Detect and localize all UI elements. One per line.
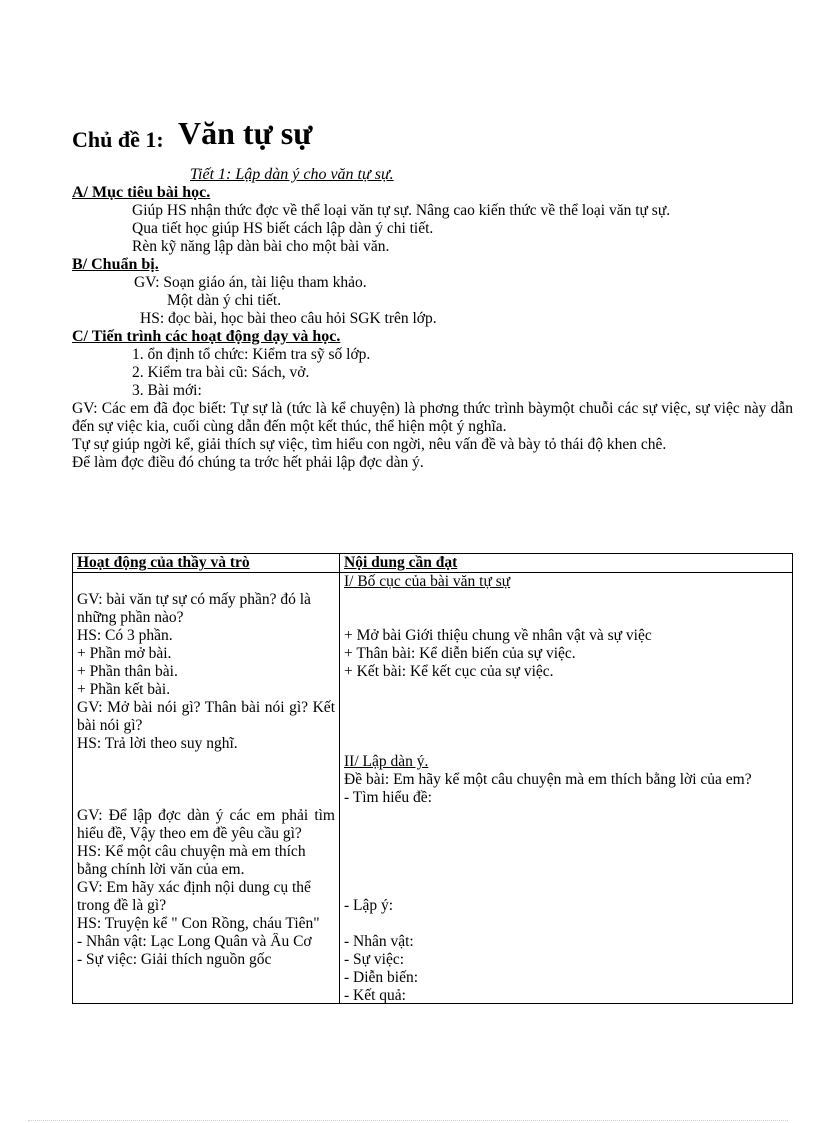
col-left-header: Hoạt động của thầy và trò bbox=[73, 554, 340, 573]
section-b-line: GV: Soạn giáo án, tài liệu tham khảo. bbox=[134, 274, 367, 291]
left-line: GV: Mở bài nói gì? Thân bài nói gì? Kết bài nói gì? bbox=[77, 699, 335, 734]
left-line: GV: Để lập đợc dàn ý các em phải tìm hiểu đề, Vậy theo em đề yêu cầu gì? bbox=[77, 807, 335, 842]
section-c-paragraph: Để làm đợc điều đó chúng ta trớc hết phải lập đợc dàn ý. bbox=[72, 454, 424, 471]
left-line: + Phần kết bài. bbox=[77, 681, 171, 698]
left-cell bbox=[73, 573, 340, 1004]
section-c-step: 1. ổn định tổ chức: Kiểm tra sỹ số lớp. bbox=[132, 346, 371, 363]
section-c-paragraph: Tự sự giúp ngời kể, giải thích sự việc, tìm hiểu con ngời, nêu vấn đề và bày tỏ thái độ khen chê. bbox=[72, 436, 667, 453]
section-a-line: Qua tiết học giúp HS biết cách lập dàn ý chi tiết. bbox=[132, 220, 434, 237]
left-line: - Sự việc: Giải thích nguồn gốc bbox=[77, 951, 272, 968]
section-c-paragraph: GV: Các em đã đọc biết: Tự sự là (tức là kể chuyện) là phơng thức trình bàymột chuỗi các sự việc, sự việc này dẫn đến sự việc kia, cuối cùng dẫn đến một kết thúc, thể hiện một ý nghĩa. bbox=[72, 400, 793, 435]
section-a-line: Rèn kỹ năng lập dàn bài cho một bài văn. bbox=[132, 238, 390, 255]
left-line: HS: Có 3 phần. bbox=[77, 627, 173, 644]
section-b-line: Một dàn ý chi tiết. bbox=[167, 292, 282, 309]
right-line: + Thân bài: Kể diễn biến của sự việc. bbox=[344, 645, 576, 662]
left-line: - Nhân vật: Lạc Long Quân và Âu Cơ bbox=[77, 933, 312, 950]
left-line: HS: Trả lời theo suy nghĩ. bbox=[77, 735, 238, 752]
section-a-line: Giúp HS nhận thức đợc về thể loại văn tự sự. Nâng cao kiến thức về thể loại văn tự sự. bbox=[132, 202, 671, 219]
left-line: GV: bài văn tự sự có mấy phần? đó là những phần nào? bbox=[77, 591, 311, 626]
right-item: - Diễn biến: bbox=[344, 969, 419, 986]
left-line: HS: Truyện kể " Con Rồng, cháu Tiên" bbox=[77, 915, 320, 932]
topic-label: Chủ đề 1: bbox=[72, 127, 164, 152]
left-line: + Phần thân bài. bbox=[77, 663, 178, 680]
right-item: - Nhân vật: bbox=[344, 933, 414, 950]
right-heading-1: I/ Bố cục của bài văn tự sự bbox=[344, 573, 511, 590]
right-item: - Lập ý: bbox=[344, 897, 394, 914]
page-bottom-divider bbox=[28, 1120, 788, 1121]
right-item: - Sự việc: bbox=[344, 951, 405, 968]
section-c-step: 2. Kiểm tra bài cũ: Sách, vở. bbox=[132, 364, 310, 381]
right-item: - Kết quả: bbox=[344, 987, 406, 1003]
activity-table bbox=[72, 553, 793, 1004]
section-c-heading: C/ Tiến trình các hoạt động dạy và học. bbox=[72, 328, 341, 345]
document-page bbox=[72, 115, 793, 472]
lesson-title: Tiết 1: Lập dàn ý cho văn tự sự. bbox=[190, 166, 394, 183]
right-cell bbox=[340, 573, 793, 1004]
table-header-row bbox=[73, 554, 793, 573]
section-c-step: 3. Bài mới: bbox=[132, 382, 202, 399]
right-line: + Mở bài Giới thiệu chung về nhân vật và sự việc bbox=[344, 627, 652, 644]
right-heading-2: II/ Lập dàn ý. bbox=[344, 753, 429, 770]
left-line: GV: Em hãy xác định nội dung cụ thể trong đề là gì? bbox=[77, 879, 311, 914]
topic-title: Văn tự sự bbox=[178, 115, 313, 151]
right-line: + Kết bài: Kể kết cục của sự việc. bbox=[344, 663, 554, 680]
topic-title-row bbox=[72, 115, 793, 166]
section-a-heading: A/ Mục tiêu bài học. bbox=[72, 184, 211, 201]
right-item: - Tìm hiểu đề: bbox=[344, 789, 432, 806]
table-row bbox=[73, 573, 793, 1004]
col-right-header: Nội dung cần đạt bbox=[340, 554, 793, 573]
section-b-heading: B/ Chuẩn bị. bbox=[72, 256, 159, 273]
left-line: + Phần mở bài. bbox=[77, 645, 172, 662]
section-b-line: HS: đọc bài, học bài theo câu hỏi SGK trên lớp. bbox=[140, 310, 437, 327]
left-line: HS: Kể một câu chuyện mà em thích bằng chính lời văn của em. bbox=[77, 843, 306, 878]
right-topic: Đề bài: Em hãy kể một câu chuyện mà em thích bằng lời của em? bbox=[344, 771, 752, 788]
